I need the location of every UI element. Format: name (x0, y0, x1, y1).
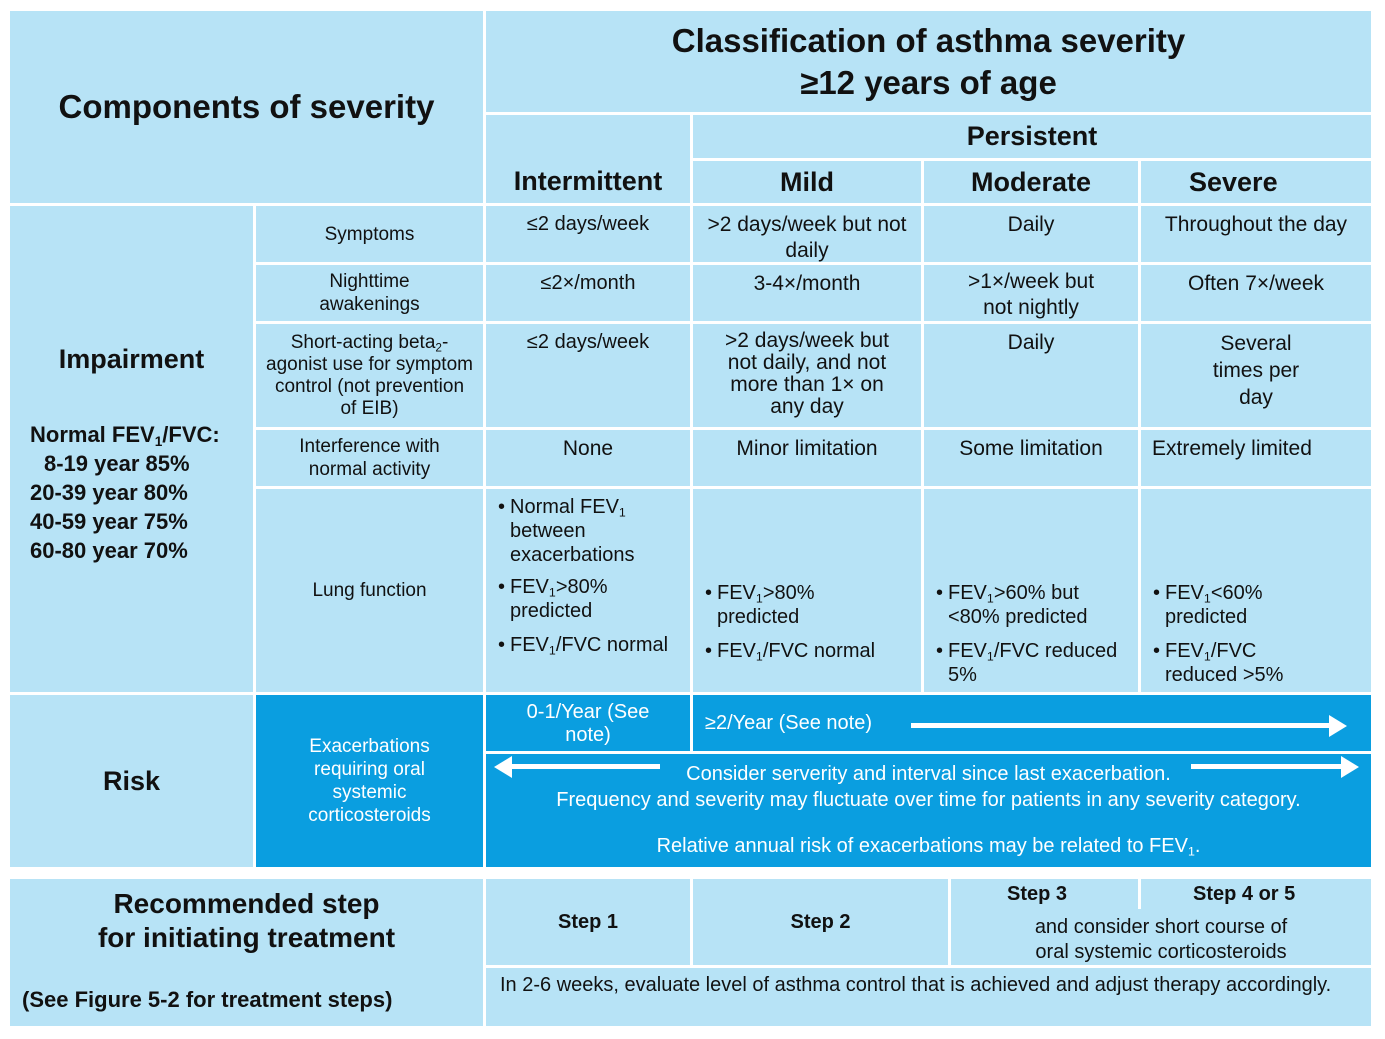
age-row: 60-80 year 70% (30, 538, 188, 563)
interference-mild: Minor limitation (693, 430, 921, 486)
nighttime-moderate: >1×/week but not nightly (924, 265, 1138, 321)
row-label-saba: Short-acting beta$_2$-agonist use for symptom control (not prevention of EIB) (256, 324, 483, 427)
row-label-nighttime: Nighttime awakenings (256, 265, 483, 321)
step-divider (1138, 879, 1141, 909)
classification-header (486, 11, 1371, 112)
see-figure-note: (See Figure 5-2 for treatment steps) (22, 987, 393, 1012)
mild-header (693, 161, 921, 203)
lung-bullet: • $FEV_1$/FVC normal (498, 634, 669, 658)
severe-header (1141, 161, 1371, 203)
treatment-title: Recommended step for initiating treatment (97, 888, 396, 953)
nighttime-intermittent: ≤2×/month (486, 265, 690, 321)
persistent-header (693, 115, 1371, 158)
saba-moderate: Daily (924, 324, 1138, 427)
risk-persistent: ≥2/Year (See note) (693, 695, 1371, 751)
severe-label: Severe (1189, 166, 1278, 197)
nighttime-severe: Often 7×/week (1141, 265, 1371, 321)
row-label-lung-function: Lung function (256, 489, 483, 692)
mild-label: Mild (780, 166, 834, 197)
components-title: Components of severity (58, 88, 435, 125)
interference-severe: Extremely limited (1141, 430, 1371, 486)
moderate-label: Moderate (970, 166, 1092, 197)
treatment-cell (10, 879, 483, 1026)
lung-bullet: • $FEV_1$/FVC reduced >5% (1153, 640, 1284, 686)
lung-mild (693, 489, 921, 692)
lung-bullet: • $FEV_1<60\%$ predicted (1153, 582, 1263, 628)
impairment-title: Impairment (58, 344, 205, 374)
interference-moderate: Some limitation (924, 430, 1138, 486)
step-3-label: Step 3 (1007, 883, 1068, 905)
age-row: 8-19 year 85% (44, 451, 190, 476)
lung-bullet: • $FEV_1>60\%$ but <80% predicted (936, 582, 1088, 628)
step-1-cell: Step 1 (486, 879, 690, 965)
risk-note-line: Consider serverity and interval since last exacerbation. (686, 763, 1171, 785)
age-row: 40-59 year 75% (30, 509, 188, 534)
lung-bullet: • $FEV_1$/FVC reduced 5% (936, 640, 1118, 686)
symptoms-mild: >2 days/week but not daily (693, 206, 921, 262)
lung-bullet: • $FEV_1$/FVC normal (705, 640, 876, 664)
evaluate-note: In 2-6 weeks, evaluate level of asthma control that is achieved and adjust therapy accordingly. (486, 968, 1371, 1026)
risk-note-line: Frequency and severity may fluctuate over time for patients in any severity category. (556, 789, 1301, 811)
intermittent-header (486, 115, 690, 203)
lung-severe (1141, 489, 1371, 692)
classification-title: Classification of asthma severity (671, 21, 1186, 59)
risk-title: Risk (102, 765, 161, 796)
saba-intermittent: ≤2 days/week (486, 324, 690, 427)
moderate-header (924, 161, 1138, 203)
risk-intermittent: 0-1/Year (See note) (486, 695, 690, 751)
interference-intermittent: None (486, 430, 690, 486)
lung-bullet: • Normal $FEV_1$ between exacerbations (498, 496, 635, 566)
step-4-5-label: Step 4 or 5 (1193, 883, 1296, 905)
lung-intermittent (486, 489, 690, 692)
components-of-severity-header (10, 11, 483, 203)
normal-fev-label: Normal $FEV_1$/FVC: (30, 422, 220, 450)
right-arrow-head-icon (1329, 715, 1347, 737)
risk-note-box (486, 754, 1371, 867)
step-3-4-5-cell (951, 879, 1371, 965)
lung-moderate (924, 489, 1138, 692)
classification-age: ≥12 years of age (800, 63, 1057, 101)
step-2-cell: Step 2 (693, 879, 948, 965)
row-label-interference: Interference with normal activity (256, 430, 483, 486)
saba-mild: >2 days/week but not daily, and not more than 1× on any day (693, 324, 921, 427)
risk-cell (10, 695, 253, 867)
persistent-label: Persistent (966, 121, 1098, 151)
impairment-cell (10, 206, 253, 692)
symptoms-intermittent: ≤2 days/week (486, 206, 690, 262)
symptoms-moderate: Daily (924, 206, 1138, 262)
saba-severe: Several times per day (1141, 324, 1371, 427)
nighttime-mild: 3-4×/month (693, 265, 921, 321)
age-row: 20-39 year 80% (30, 480, 188, 505)
symptoms-severe: Throughout the day (1141, 206, 1371, 262)
row-label-symptoms: Symptoms (256, 206, 483, 262)
risk-note-line: Relative annual risk of exacerbations may be related to $FEV_1$. (656, 835, 1201, 859)
consider-steroids-note: and consider short course of oral systemic corticosteroids (1034, 916, 1288, 963)
section-divider (6, 868, 1379, 878)
lung-bullet: • $FEV_1>80\%$ predicted (705, 582, 815, 628)
normal-fev-block (30, 420, 220, 565)
risk-exacerbations-label: Exacerbations requiring oral systemic corticosteroids (256, 695, 483, 867)
lung-bullet: • $FEV_1>80\%$ predicted (498, 576, 608, 622)
intermittent-label: Intermittent (513, 166, 663, 196)
right-arrow-icon (911, 723, 1329, 728)
